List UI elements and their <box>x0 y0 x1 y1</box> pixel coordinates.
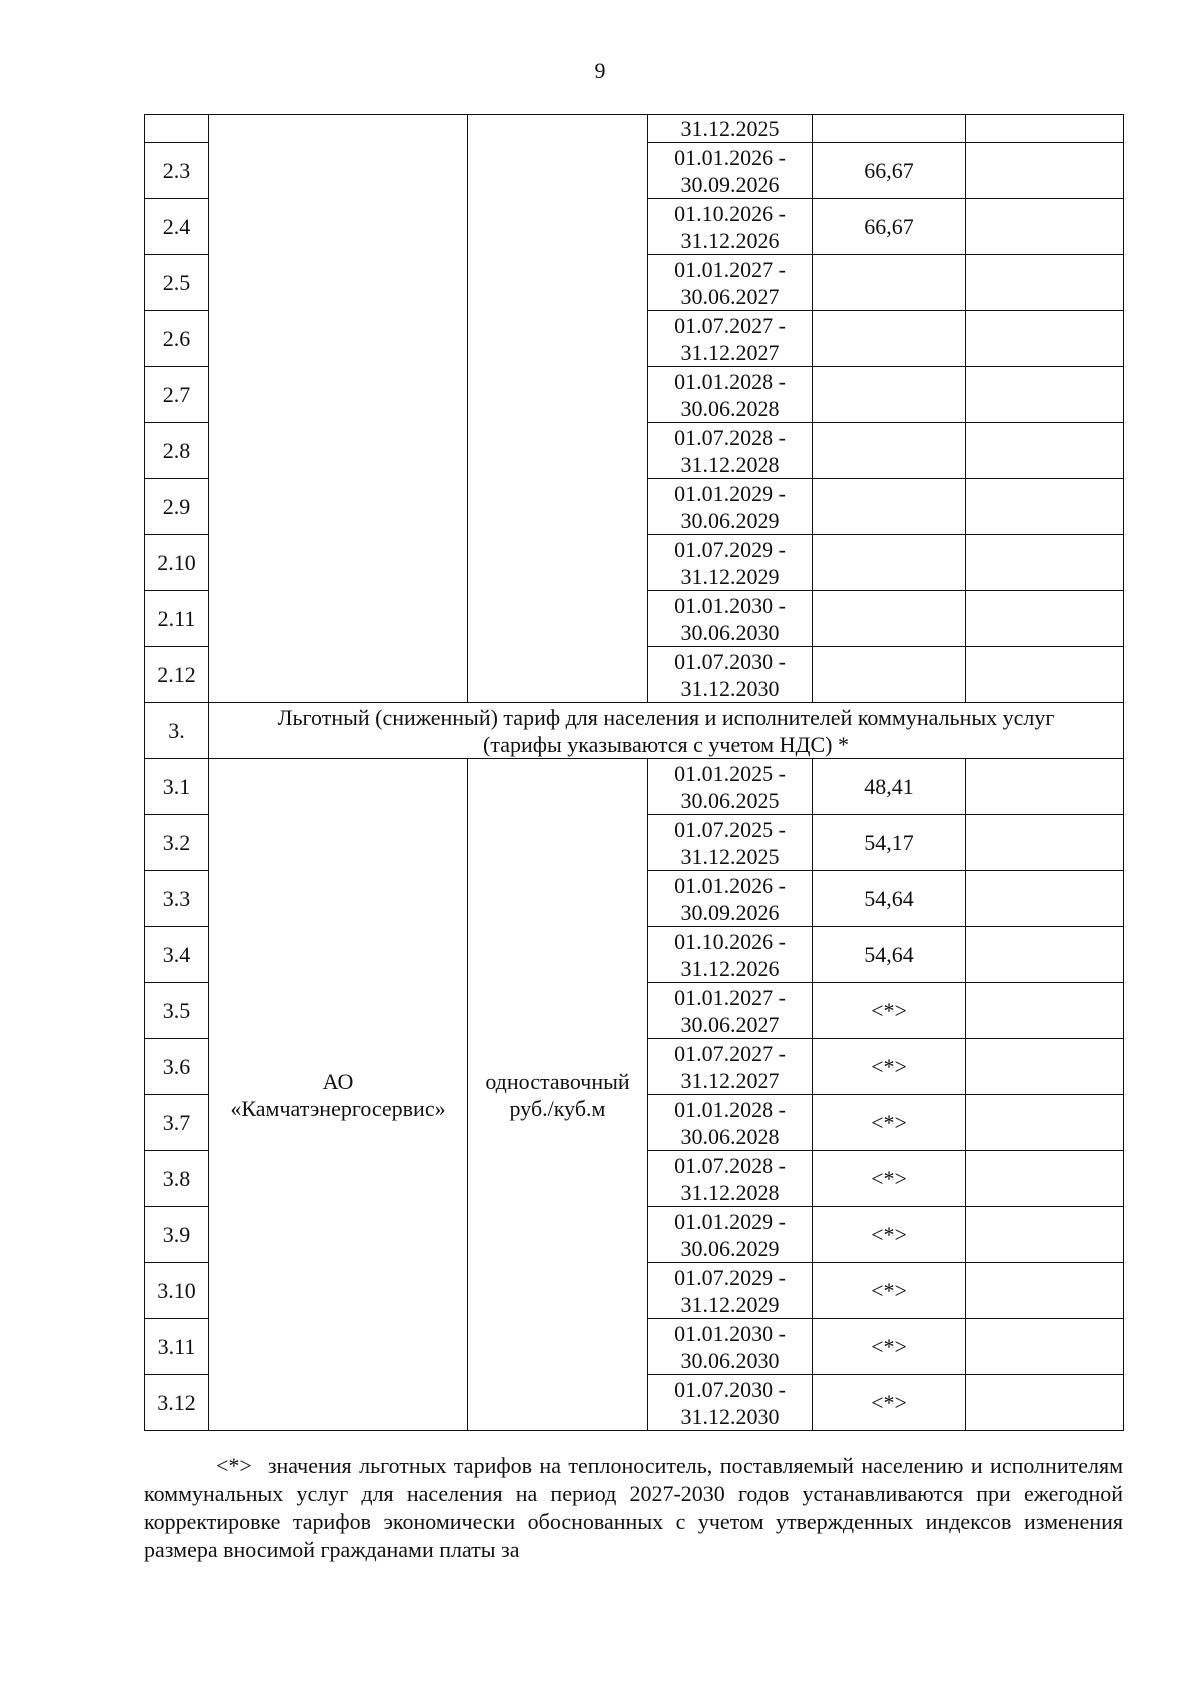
section-title-line: (тарифы указываются с учетом НДС) * <box>483 731 849 757</box>
period-line: 30.09.2026 <box>680 171 780 197</box>
row-number-cell: 3.4 <box>145 927 209 983</box>
tariff-kind-cell-line: одноставочный <box>485 1068 630 1094</box>
empty-cell <box>966 1151 1124 1207</box>
tariff-value-cell <box>813 535 966 591</box>
footnote <box>144 1452 1123 1564</box>
period-cell <box>648 815 813 871</box>
row-number-cell: 3.10 <box>145 1263 209 1319</box>
period-line: 30.06.2030 <box>680 1347 780 1373</box>
period-line: 31.12.2026 <box>680 955 780 981</box>
page-number: 9 <box>594 58 606 83</box>
empty-cell <box>966 143 1124 199</box>
period-cell <box>648 1319 813 1375</box>
period-line: 31.12.2029 <box>680 563 780 589</box>
tariff-value-cell: <*> <box>813 1263 966 1319</box>
row-number-cell: 3.11 <box>145 1319 209 1375</box>
period-cell <box>648 871 813 927</box>
period-line: 30.06.2028 <box>680 1123 780 1149</box>
empty-cell <box>966 1263 1124 1319</box>
period-cell <box>648 367 813 423</box>
section-title-line: Льготный (сниженный) тариф для населения и исполнителей коммунальных услуг <box>277 704 1055 730</box>
period-line: 31.12.2027 <box>680 339 780 365</box>
period-cell <box>648 479 813 535</box>
row-number-cell: 2.10 <box>145 535 209 591</box>
row-number-cell: 3.5 <box>145 983 209 1039</box>
empty-cell <box>966 367 1124 423</box>
tariff-kind-cell <box>468 115 648 703</box>
period-line: 31.12.2030 <box>680 1403 780 1429</box>
period-cell <box>648 311 813 367</box>
row-number-cell: 3.9 <box>145 1207 209 1263</box>
footnote-text: значения льготных тарифов на теплоноситель, поставляемый населению и исполнителям коммунальных услуг для населения на период 2027-2030 годов устанавливаются при ежегодной корректировке тарифов экономически обоснованных с учетом утвержденных индексов изменения размера вносимой гражданами платы за <box>144 1453 1123 1562</box>
table-row <box>145 115 1124 143</box>
empty-cell <box>966 591 1124 647</box>
period-line: 01.10.2026 - <box>674 928 786 954</box>
row-number-cell: 3.12 <box>145 1375 209 1431</box>
period-cell <box>648 759 813 815</box>
empty-cell <box>966 535 1124 591</box>
row-number-cell: 3.6 <box>145 1039 209 1095</box>
period-line: 30.06.2028 <box>680 395 780 421</box>
period-cell <box>648 255 813 311</box>
row-number-cell <box>145 115 209 143</box>
section-number-cell: 3. <box>145 703 209 759</box>
period-line: 01.01.2025 - <box>674 760 786 786</box>
empty-cell <box>966 423 1124 479</box>
empty-cell <box>966 927 1124 983</box>
tariff-value-cell <box>813 647 966 703</box>
row-number-cell: 2.7 <box>145 367 209 423</box>
empty-cell <box>966 1207 1124 1263</box>
period-cell <box>648 1095 813 1151</box>
period-line: 01.01.2027 - <box>674 984 786 1010</box>
tariff-value-cell: <*> <box>813 1095 966 1151</box>
empty-cell <box>966 115 1124 143</box>
period-line: 01.01.2030 - <box>674 592 786 618</box>
tariff-kind-cell <box>468 759 648 1431</box>
period-line: 01.01.2026 - <box>674 144 786 170</box>
empty-cell <box>966 1039 1124 1095</box>
tariff-value-cell <box>813 255 966 311</box>
period-line: 31.12.2027 <box>680 1067 780 1093</box>
period-line: 01.01.2029 - <box>674 1208 786 1234</box>
tariff-kind-cell-line: руб./куб.м <box>509 1095 606 1121</box>
period-line: 01.07.2028 - <box>674 1152 786 1178</box>
period-line: 30.06.2029 <box>680 507 780 533</box>
period-line: 30.06.2025 <box>680 787 780 813</box>
period-cell <box>648 983 813 1039</box>
row-number-cell: 2.11 <box>145 591 209 647</box>
empty-cell <box>966 479 1124 535</box>
period-line: 30.06.2030 <box>680 619 780 645</box>
period-line: 01.01.2026 - <box>674 872 786 898</box>
period-line: 30.06.2027 <box>680 283 780 309</box>
period-line: 31.12.2030 <box>680 675 780 701</box>
period-line: 30.06.2027 <box>680 1011 780 1037</box>
tariff-value-cell: 54,17 <box>813 815 966 871</box>
tariff-value-cell: <*> <box>813 1151 966 1207</box>
tariff-value-cell: <*> <box>813 983 966 1039</box>
empty-cell <box>966 255 1124 311</box>
footnote-marker: <*> <box>216 1453 252 1478</box>
tariff-value-cell: 48,41 <box>813 759 966 815</box>
period-line: 01.01.2030 - <box>674 1320 786 1346</box>
tariff-value-cell <box>813 591 966 647</box>
row-number-cell: 2.8 <box>145 423 209 479</box>
tariff-table <box>144 114 1124 1431</box>
period-line: 30.09.2026 <box>680 899 780 925</box>
tariff-value-cell <box>813 367 966 423</box>
period-line: 01.07.2027 - <box>674 1040 786 1066</box>
empty-cell <box>966 199 1124 255</box>
row-number-cell: 2.6 <box>145 311 209 367</box>
tariff-value-cell: 54,64 <box>813 927 966 983</box>
empty-cell <box>966 815 1124 871</box>
period-cell <box>648 423 813 479</box>
period-cell <box>648 1151 813 1207</box>
period-line: 01.01.2028 - <box>674 1096 786 1122</box>
organization-cell-line: «Камчатэнергосервис» <box>230 1095 446 1121</box>
period-cell <box>648 1375 813 1431</box>
organization-cell-line: АО <box>322 1068 354 1094</box>
period-cell <box>648 591 813 647</box>
row-number-cell: 2.5 <box>145 255 209 311</box>
empty-cell <box>966 871 1124 927</box>
period-line: 01.07.2030 - <box>674 648 786 674</box>
period-cell <box>648 199 813 255</box>
empty-cell <box>966 1319 1124 1375</box>
period-line: 01.01.2029 - <box>674 480 786 506</box>
tariff-value-cell <box>813 311 966 367</box>
row-number-cell: 2.4 <box>145 199 209 255</box>
row-number-cell: 2.12 <box>145 647 209 703</box>
period-line: 31.12.2028 <box>680 1179 780 1205</box>
period-line: 31.12.2025 <box>680 843 780 869</box>
period-line: 31.12.2029 <box>680 1291 780 1317</box>
period-cell <box>648 115 813 143</box>
tariff-value-cell: <*> <box>813 1375 966 1431</box>
row-number-cell: 3.2 <box>145 815 209 871</box>
organization-cell <box>209 759 468 1431</box>
empty-cell <box>966 983 1124 1039</box>
section-title-cell <box>209 703 1124 759</box>
period-cell <box>648 1039 813 1095</box>
period-cell <box>648 143 813 199</box>
period-line: 01.01.2027 - <box>674 256 786 282</box>
empty-cell <box>966 311 1124 367</box>
period-cell <box>648 1263 813 1319</box>
tariff-value-cell: <*> <box>813 1319 966 1375</box>
period-line: 01.01.2028 - <box>674 368 786 394</box>
period-cell <box>648 647 813 703</box>
table-row <box>145 759 1124 815</box>
period-line: 01.07.2027 - <box>674 312 786 338</box>
tariff-value-cell <box>813 423 966 479</box>
row-number-cell: 3.7 <box>145 1095 209 1151</box>
period-line: 01.07.2030 - <box>674 1376 786 1402</box>
tariff-value-cell: <*> <box>813 1207 966 1263</box>
empty-cell <box>966 1375 1124 1431</box>
row-number-cell: 2.3 <box>145 143 209 199</box>
period-cell <box>648 535 813 591</box>
empty-cell <box>966 1095 1124 1151</box>
tariff-value-cell: 54,64 <box>813 871 966 927</box>
period-line: 01.07.2029 - <box>674 536 786 562</box>
row-number-cell: 3.1 <box>145 759 209 815</box>
period-line: 01.10.2026 - <box>674 200 786 226</box>
tariff-value-cell: 66,67 <box>813 199 966 255</box>
tariff-value-cell: <*> <box>813 1039 966 1095</box>
tariff-value-cell <box>813 479 966 535</box>
period-line: 01.07.2029 - <box>674 1264 786 1290</box>
section-row <box>145 703 1124 759</box>
row-number-cell: 2.9 <box>145 479 209 535</box>
tariff-table-body <box>145 115 1124 1431</box>
organization-cell <box>209 115 468 703</box>
row-number-cell: 3.3 <box>145 871 209 927</box>
period-line: 01.07.2028 - <box>674 424 786 450</box>
tariff-value-cell: 66,67 <box>813 143 966 199</box>
period-cell <box>648 1207 813 1263</box>
empty-cell <box>966 759 1124 815</box>
period-cell <box>648 927 813 983</box>
period-line: 31.12.2028 <box>680 451 780 477</box>
period-line: 01.07.2025 - <box>674 816 786 842</box>
period-line: 30.06.2029 <box>680 1235 780 1261</box>
empty-cell <box>966 647 1124 703</box>
period-line: 31.12.2026 <box>680 227 780 253</box>
period-line: 31.12.2025 <box>680 116 780 141</box>
row-number-cell: 3.8 <box>145 1151 209 1207</box>
tariff-value-cell <box>813 115 966 143</box>
